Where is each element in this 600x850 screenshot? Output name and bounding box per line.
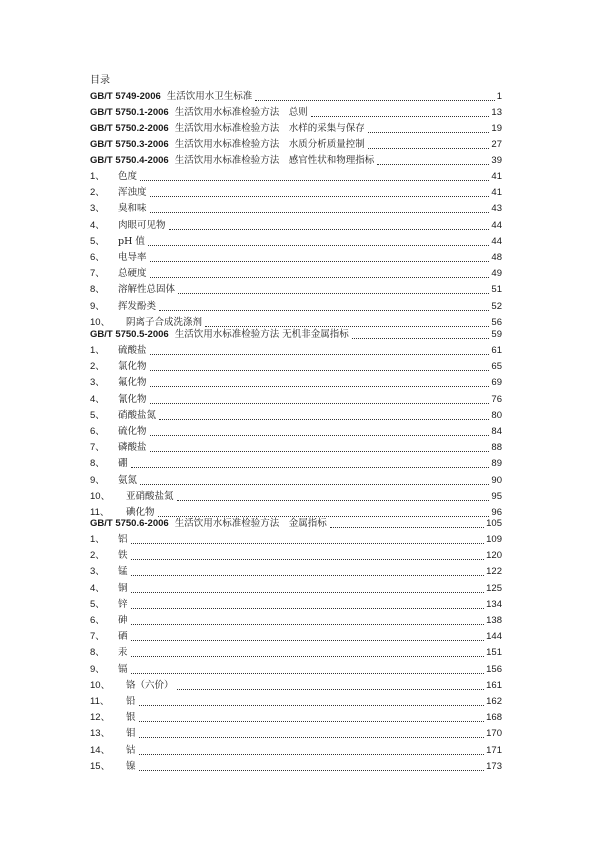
toc-main-entry[interactable] bbox=[90, 105, 502, 119]
toc-item-page: 48 bbox=[491, 252, 502, 263]
dot-leader bbox=[377, 163, 489, 165]
toc-item-title: 亚硝酸盐氮 bbox=[126, 491, 174, 502]
toc-main-entry[interactable] bbox=[90, 327, 502, 341]
toc-item-title: 碘化物 bbox=[126, 507, 155, 518]
toc-item-number: 2、 bbox=[90, 187, 105, 198]
toc-item-title: 氟化物 bbox=[118, 377, 147, 388]
toc-item-number: 8、 bbox=[90, 647, 105, 658]
toc-main-entry[interactable] bbox=[90, 153, 502, 167]
toc-item-number: 6、 bbox=[90, 426, 105, 437]
toc-item-page: 76 bbox=[491, 394, 502, 405]
toc-item-title: 肉眼可见物 bbox=[118, 220, 166, 231]
toc-item-page: 41 bbox=[491, 187, 502, 198]
toc-sub-entry[interactable] bbox=[90, 678, 502, 692]
dot-leader bbox=[150, 402, 490, 404]
dot-leader bbox=[255, 99, 494, 101]
dot-leader bbox=[131, 466, 490, 468]
toc-item-page: 88 bbox=[491, 442, 502, 453]
dot-leader bbox=[139, 769, 485, 771]
toc-item-number: 10、 bbox=[90, 680, 111, 691]
toc-item-number: 1、 bbox=[90, 171, 105, 182]
toc-sub-entry[interactable] bbox=[90, 743, 502, 757]
toc-item-page: 161 bbox=[486, 680, 502, 691]
dot-leader bbox=[150, 450, 490, 452]
toc-item-title: 砷 bbox=[118, 615, 128, 626]
toc-entry-code: GB/T 5750.3-2006 bbox=[90, 139, 169, 150]
toc-entry-title: 生活饮用水标准检验方法 金属指标 bbox=[174, 518, 327, 529]
toc-item-number: 11、 bbox=[90, 696, 110, 707]
toc-sub-entry[interactable] bbox=[90, 218, 502, 232]
toc-item-number: 3、 bbox=[90, 377, 105, 388]
toc-item-number: 9、 bbox=[90, 301, 105, 312]
toc-item-number: 4、 bbox=[90, 394, 105, 405]
toc-item-page: 44 bbox=[491, 220, 502, 231]
toc-item-page: 122 bbox=[486, 566, 502, 577]
toc-main-entry[interactable] bbox=[90, 121, 502, 135]
toc-sub-entry[interactable] bbox=[90, 710, 502, 724]
toc-entry-page: 27 bbox=[491, 139, 502, 150]
toc-item-number: 5、 bbox=[90, 410, 105, 421]
dot-leader bbox=[139, 736, 485, 738]
toc-item-page: 120 bbox=[486, 550, 502, 561]
toc-item-page: 138 bbox=[486, 615, 502, 626]
toc-item-title: 电导率 bbox=[118, 252, 147, 263]
toc-entry-title: 生活饮用水标准检验方法 总则 bbox=[174, 107, 308, 118]
toc-item-page: 80 bbox=[491, 410, 502, 421]
toc-entry-code: GB/T 5750.6-2006 bbox=[90, 518, 169, 529]
toc-sub-entry[interactable] bbox=[90, 726, 502, 740]
toc-item-page: 43 bbox=[491, 203, 502, 214]
dot-leader bbox=[139, 704, 485, 706]
toc-sub-entry[interactable] bbox=[90, 645, 502, 659]
toc-entry-title: 生活饮用水标准检验方法 感官性状和物理指标 bbox=[174, 155, 375, 166]
toc-item-title: 硝酸盐氮 bbox=[118, 410, 157, 421]
toc-sub-entry[interactable] bbox=[90, 489, 502, 503]
toc-item-title: 氯化物 bbox=[118, 361, 147, 372]
toc-item-page: 171 bbox=[486, 745, 502, 756]
toc-item-title: pH 值 bbox=[118, 236, 145, 247]
toc-item-number: 3、 bbox=[90, 203, 105, 214]
toc-item-title: 镍 bbox=[126, 761, 136, 772]
toc-item-title: 色度 bbox=[118, 171, 138, 182]
dot-leader bbox=[131, 591, 485, 593]
toc-sub-entry[interactable] bbox=[90, 343, 502, 357]
toc-item-title: 铅 bbox=[126, 696, 136, 707]
toc-sub-entry[interactable] bbox=[90, 201, 502, 215]
dot-leader bbox=[352, 337, 490, 339]
toc-item-page: 44 bbox=[491, 236, 502, 247]
toc-item-number: 7、 bbox=[90, 442, 105, 453]
toc-item-title: 硫化物 bbox=[118, 426, 147, 437]
toc-item-page: 151 bbox=[486, 647, 502, 658]
toc-item-number: 8、 bbox=[90, 458, 105, 469]
toc-item-number: 4、 bbox=[90, 220, 105, 231]
dot-leader bbox=[139, 720, 485, 722]
dot-leader bbox=[131, 574, 485, 576]
toc-entry-page: 39 bbox=[491, 155, 502, 166]
toc-sub-entry[interactable] bbox=[90, 473, 502, 487]
toc-item-page: 162 bbox=[486, 696, 502, 707]
toc-item-page: 90 bbox=[491, 475, 502, 486]
toc-item-number: 13、 bbox=[90, 728, 111, 739]
toc-sub-entry[interactable] bbox=[90, 629, 502, 643]
dot-leader bbox=[131, 558, 485, 560]
toc-item-number: 6、 bbox=[90, 252, 105, 263]
toc-item-number: 2、 bbox=[90, 361, 105, 372]
dot-leader bbox=[368, 131, 490, 133]
toc-item-title: 氰化物 bbox=[118, 394, 147, 405]
toc-item-title: 铬（六价） bbox=[126, 680, 174, 691]
toc-entry-code: GB/T 5750.1-2006 bbox=[90, 107, 169, 118]
toc-item-page: 61 bbox=[491, 345, 502, 356]
toc-item-title: 氨氮 bbox=[118, 475, 138, 486]
dot-leader bbox=[150, 195, 490, 197]
dot-leader bbox=[131, 623, 485, 625]
toc-item-page: 170 bbox=[486, 728, 502, 739]
toc-sub-entry[interactable] bbox=[90, 564, 502, 578]
toc-item-number: 6、 bbox=[90, 615, 105, 626]
toc-sub-entry[interactable] bbox=[90, 440, 502, 454]
toc-item-number: 1、 bbox=[90, 534, 105, 545]
toc-heading: 目录 bbox=[90, 75, 110, 86]
toc-main-entry[interactable] bbox=[90, 89, 502, 103]
toc-item-number: 7、 bbox=[90, 631, 105, 642]
toc-item-number: 11、 bbox=[90, 507, 110, 518]
dot-leader bbox=[159, 418, 489, 420]
toc-main-entry[interactable] bbox=[90, 137, 502, 151]
toc-sub-entry[interactable] bbox=[90, 169, 502, 183]
dot-leader bbox=[177, 499, 490, 501]
toc-item-number: 9、 bbox=[90, 475, 105, 486]
toc-item-page: 96 bbox=[491, 507, 502, 518]
toc-entry-page: 19 bbox=[491, 123, 502, 134]
toc-sub-entry[interactable] bbox=[90, 759, 502, 773]
toc-item-page: 41 bbox=[491, 171, 502, 182]
toc-entry-title: 生活饮用水标准检验方法 无机非金属指标 bbox=[174, 329, 349, 340]
dot-leader bbox=[139, 753, 485, 755]
toc-item-number: 10、 bbox=[90, 317, 111, 328]
dot-leader bbox=[140, 483, 489, 485]
dot-leader bbox=[140, 179, 489, 181]
toc-sub-entry[interactable] bbox=[90, 375, 502, 389]
toc-sub-entry[interactable] bbox=[90, 597, 502, 611]
dot-leader bbox=[150, 211, 490, 213]
toc-item-title: 挥发酚类 bbox=[118, 301, 157, 312]
toc-sub-entry[interactable] bbox=[90, 694, 502, 708]
dot-leader bbox=[330, 526, 484, 528]
toc-item-number: 1、 bbox=[90, 345, 105, 356]
dot-leader bbox=[159, 309, 489, 311]
toc-entry-page: 1 bbox=[496, 91, 502, 102]
toc-sub-entry[interactable] bbox=[90, 266, 502, 280]
toc-sub-entry[interactable] bbox=[90, 359, 502, 373]
toc-item-page: 144 bbox=[486, 631, 502, 642]
toc-item-title: 臭和味 bbox=[118, 203, 147, 214]
dot-leader bbox=[368, 147, 490, 149]
toc-item-title: 锌 bbox=[118, 599, 128, 610]
toc-sub-entry[interactable] bbox=[90, 532, 502, 546]
toc-item-page: 65 bbox=[491, 361, 502, 372]
toc-item-page: 156 bbox=[486, 664, 502, 675]
dot-leader bbox=[131, 639, 485, 641]
toc-item-title: 铝 bbox=[118, 534, 128, 545]
toc-item-page: 125 bbox=[486, 583, 502, 594]
toc-item-title: 阴离子合成洗涤剂 bbox=[126, 317, 203, 328]
toc-sub-entry[interactable] bbox=[90, 299, 502, 313]
dot-leader bbox=[131, 655, 485, 657]
toc-item-number: 5、 bbox=[90, 599, 105, 610]
toc-item-page: 56 bbox=[491, 317, 502, 328]
toc-sub-entry[interactable] bbox=[90, 581, 502, 595]
dot-leader bbox=[148, 244, 490, 246]
toc-sub-entry[interactable] bbox=[90, 250, 502, 264]
toc-item-title: 铁 bbox=[118, 550, 128, 561]
toc-item-title: 硒 bbox=[118, 631, 128, 642]
toc-entry-title: 生活饮用水标准检验方法 水质分析质量控制 bbox=[174, 139, 365, 150]
dot-leader bbox=[150, 260, 490, 262]
dot-leader bbox=[150, 434, 490, 436]
toc-entry-page: 59 bbox=[491, 329, 502, 340]
toc-main-entry[interactable] bbox=[90, 516, 502, 530]
toc-item-number: 2、 bbox=[90, 550, 105, 561]
toc-item-page: 168 bbox=[486, 712, 502, 723]
toc-item-title: 铜 bbox=[118, 583, 128, 594]
toc-item-page: 51 bbox=[491, 284, 502, 295]
toc-sub-entry[interactable] bbox=[90, 185, 502, 199]
toc-item-page: 134 bbox=[486, 599, 502, 610]
toc-sub-entry[interactable] bbox=[90, 548, 502, 562]
toc-item-title: 镉 bbox=[118, 664, 128, 675]
toc-entry-page: 105 bbox=[486, 518, 502, 529]
toc-entry-code: GB/T 5750.5-2006 bbox=[90, 329, 169, 340]
dot-leader bbox=[150, 353, 490, 355]
toc-item-page: 52 bbox=[491, 301, 502, 312]
toc-item-page: 49 bbox=[491, 268, 502, 279]
toc-item-number: 8、 bbox=[90, 284, 105, 295]
toc-item-page: 84 bbox=[491, 426, 502, 437]
toc-item-page: 89 bbox=[491, 458, 502, 469]
dot-leader bbox=[131, 542, 485, 544]
toc-item-title: 钼 bbox=[126, 728, 136, 739]
toc-item-number: 3、 bbox=[90, 566, 105, 577]
toc-item-title: 硫酸盐 bbox=[118, 345, 147, 356]
toc-item-page: 109 bbox=[486, 534, 502, 545]
toc-item-number: 12、 bbox=[90, 712, 111, 723]
toc-item-title: 总硬度 bbox=[118, 268, 147, 279]
toc-item-title: 溶解性总固体 bbox=[118, 284, 176, 295]
dot-leader bbox=[150, 276, 490, 278]
toc-item-title: 浑浊度 bbox=[118, 187, 147, 198]
toc-item-title: 硼 bbox=[118, 458, 128, 469]
toc-item-number: 9、 bbox=[90, 664, 105, 675]
toc-item-number: 10、 bbox=[90, 491, 111, 502]
toc-item-title: 汞 bbox=[118, 647, 128, 658]
toc-sub-entry[interactable] bbox=[90, 613, 502, 627]
toc-sub-entry[interactable] bbox=[90, 424, 502, 438]
toc-item-title: 磷酸盐 bbox=[118, 442, 147, 453]
dot-leader bbox=[150, 385, 490, 387]
dot-leader bbox=[131, 672, 485, 674]
toc-item-title: 银 bbox=[126, 712, 136, 723]
toc-item-number: 5、 bbox=[90, 236, 105, 247]
toc-item-number: 7、 bbox=[90, 268, 105, 279]
toc-sub-entry[interactable] bbox=[90, 456, 502, 470]
toc-item-number: 14、 bbox=[90, 745, 111, 756]
toc-sub-entry[interactable] bbox=[90, 282, 502, 296]
toc-item-title: 钴 bbox=[126, 745, 136, 756]
toc-entry-code: GB/T 5750.4-2006 bbox=[90, 155, 169, 166]
toc-item-number: 15、 bbox=[90, 761, 111, 772]
dot-leader bbox=[177, 688, 485, 690]
toc-entry-title: 生活饮用水标准检验方法 水样的采集与保存 bbox=[174, 123, 365, 134]
toc-sub-entry[interactable] bbox=[90, 392, 502, 406]
toc-sub-entry[interactable] bbox=[90, 234, 502, 248]
dot-leader bbox=[311, 115, 490, 117]
dot-leader bbox=[131, 607, 485, 609]
toc-entry-page: 13 bbox=[491, 107, 502, 118]
dot-leader bbox=[169, 228, 490, 230]
toc-item-page: 69 bbox=[491, 377, 502, 388]
toc-item-title: 锰 bbox=[118, 566, 128, 577]
toc-entry-title: 生活饮用水卫生标准 bbox=[166, 91, 253, 102]
dot-leader bbox=[178, 292, 489, 294]
toc-item-page: 173 bbox=[486, 761, 502, 772]
toc-sub-entry[interactable] bbox=[90, 408, 502, 422]
toc-item-number: 4、 bbox=[90, 583, 105, 594]
dot-leader bbox=[150, 369, 490, 371]
toc-sub-entry[interactable] bbox=[90, 662, 502, 676]
toc-item-page: 95 bbox=[491, 491, 502, 502]
toc-entry-code: GB/T 5750.2-2006 bbox=[90, 123, 169, 134]
toc-entry-code: GB/T 5749-2006 bbox=[90, 91, 161, 102]
